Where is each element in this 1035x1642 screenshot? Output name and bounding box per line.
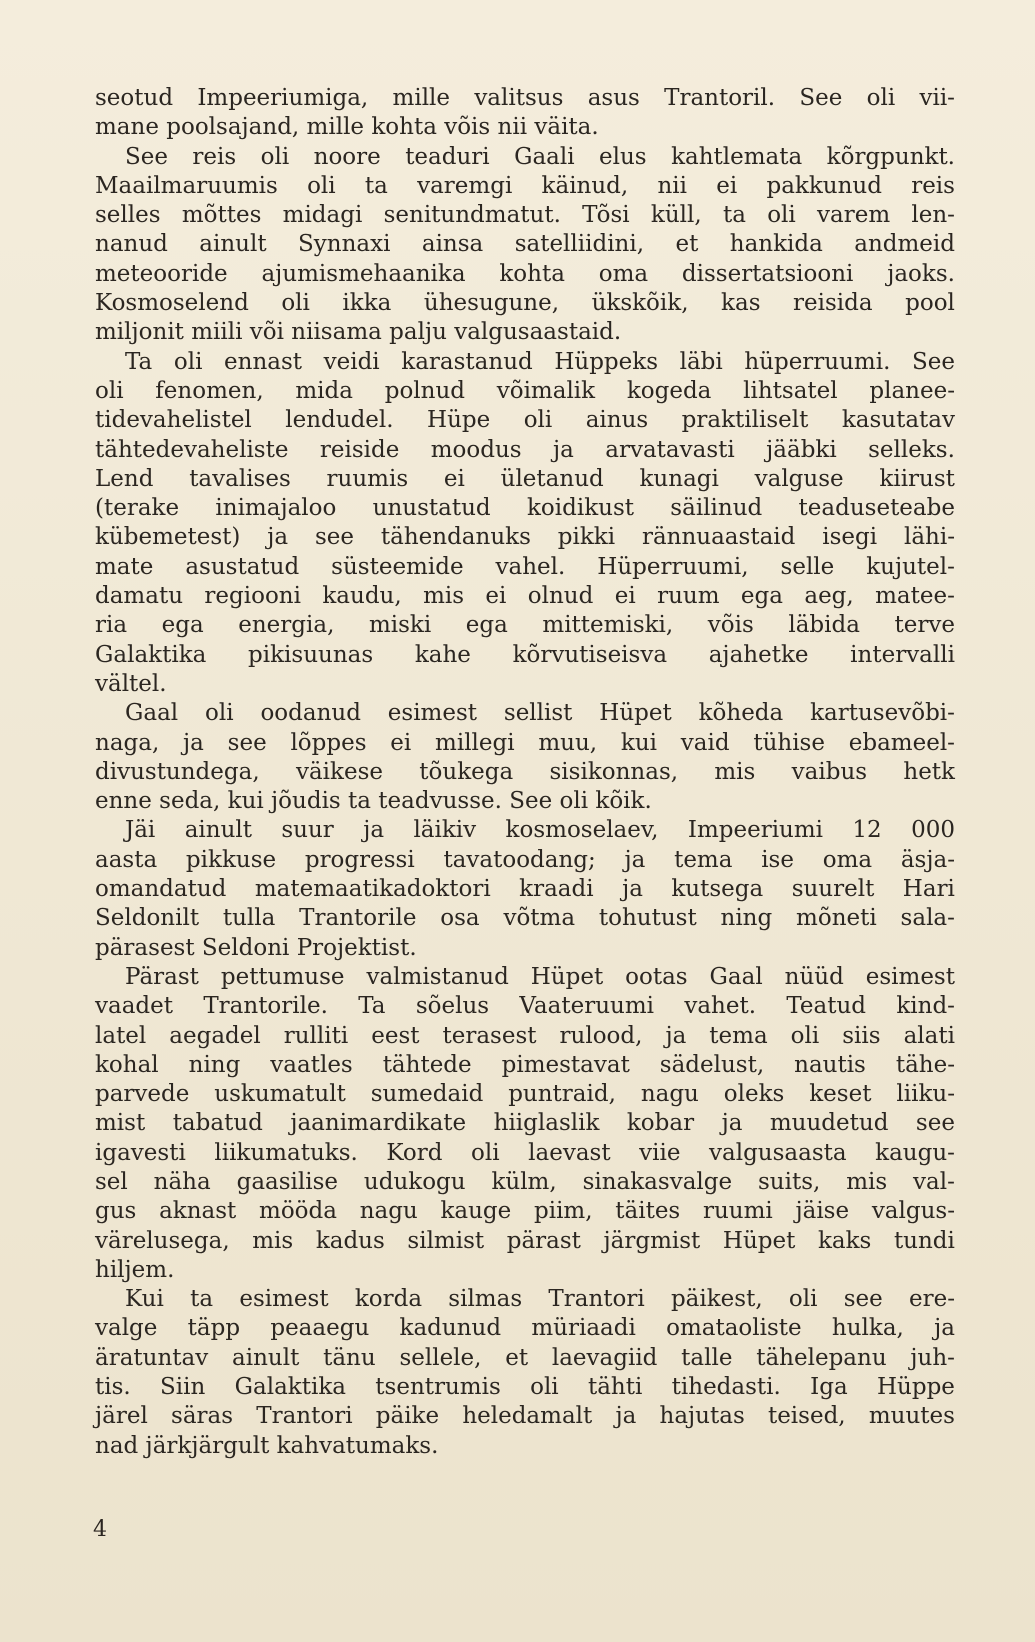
text-line: aasta pikkuse progressi tavatoodang; ja tema ise oma äsja- — [95, 846, 955, 873]
page-number: 4 — [93, 1517, 107, 1542]
text-line: igavesti liikumatuks. Kord oli laevast viie valgusaasta kaugu- — [95, 1139, 955, 1166]
paragraph — [95, 84, 955, 143]
text-line: Kui ta esimest korda silmas Trantori päikest, oli see ere- — [125, 1286, 955, 1313]
text-line: Kosmoselend oli ikka ühesugune, ükskõik, kas reisida pool — [95, 290, 955, 317]
text-line: Jäi ainult suur ja läikiv kosmoselaev, Impeeriumi 12 000 — [125, 817, 955, 844]
text-line: pärasest Seldoni Projektist. — [95, 934, 417, 961]
text-line: Ta oli ennast veidi karastanud Hüppeks läbi hüperruumi. See — [125, 348, 955, 375]
text-line: järel säras Trantori päike heledamalt ja hajutas teised, muutes — [95, 1403, 955, 1430]
text-line: vaadet Trantorile. Ta sõelus Vaateruumi vahet. Teatud kind- — [95, 993, 955, 1020]
text-line: oli fenomen, mida polnud võimalik kogeda lihtsatel planee- — [95, 377, 955, 404]
text-line: omandatud matemaatikadoktori kraadi ja kutsega suurelt Hari — [95, 876, 955, 903]
text-line: miljonit miili või niisama palju valgusaastaid. — [95, 319, 622, 346]
text-line: meteooride ajumismehaanika kohta oma dissertatsiooni jaoks. — [95, 260, 955, 287]
text-line: ria ega energia, miski ega mittemiski, võis läbida terve — [95, 612, 955, 639]
text-line: divustundega, väikese tõukega sisikonnas, mis vaibus hetk — [95, 758, 955, 785]
text-line: kohal ning vaatles tähtede pimestavat sädelust, nautis tähe- — [95, 1051, 955, 1078]
text-line: mist tabatud jaanimardikate hiiglaslik kobar ja muudetud see — [95, 1110, 955, 1137]
text-line: mane poolsajand, mille kohta võis nii väita. — [95, 114, 599, 141]
text-line: äratuntav ainult tänu sellele, et laevagiid talle tähelepanu juh- — [95, 1344, 955, 1371]
text-line: selles mõttes midagi senitundmatut. Tõsi küll, ta oli varem len- — [95, 202, 955, 229]
text-line: Lend tavalises ruumis ei ületanud kunagi valguse kiirust — [95, 465, 955, 492]
text-line: Maailmaruumis oli ta varemgi käinud, nii ei pakkunud reis — [95, 172, 955, 199]
paragraph — [95, 816, 955, 962]
text-line: enne seda, kui jõudis ta teadvusse. See oli kõik. — [95, 788, 652, 815]
paragraph — [95, 699, 955, 816]
text-line: naga, ja see lõppes ei millegi muu, kui vaid tühise ebameel- — [95, 729, 955, 756]
text-line: Seldonilt tulla Trantorile osa võtma tohutust ning mõneti sala- — [95, 905, 955, 932]
text-line: gus aknast mööda nagu kauge piim, täites ruumi jäise valgus- — [95, 1198, 955, 1225]
paragraph — [95, 1285, 955, 1461]
text-line: parvede uskumatult sumedaid puntraid, nagu oleks keset liiku- — [95, 1081, 955, 1108]
text-line: seotud Impeeriumiga, mille valitsus asus Trantoril. See oli vii- — [95, 85, 955, 111]
text-line: See reis oli noore teaduri Gaali elus kahtlemata kõrgpunkt. — [125, 143, 955, 170]
text-line: hiljem. — [95, 1256, 175, 1283]
text-line: Pärast pettumuse valmistanud Hüpet ootas Gaal nüüd esimest — [125, 963, 955, 990]
text-line: damatu regiooni kaudu, mis ei olnud ei ruum ega aeg, matee- — [95, 583, 955, 610]
text-line: värelusega, mis kadus silmist pärast järgmist Hüpet kaks tundi — [95, 1227, 955, 1254]
text-line: nanud ainult Synnaxi ainsa satelliidini, et hankida andmeid — [95, 231, 955, 258]
text-line: latel aegadel rulliti eest terasest rulood, ja tema oli siis alati — [95, 1022, 955, 1049]
paragraph — [95, 348, 955, 700]
text-line: (terake inimajaloo unustatud koidikust säilinud teaduseteabe — [95, 495, 955, 522]
text-line: vältel. — [95, 670, 167, 697]
paragraph — [95, 143, 955, 348]
text-line: tähtedevaheliste reiside moodus ja arvatavasti jääbki selleks. — [95, 436, 955, 463]
text-line: valge täpp peaaegu kadunud müriaadi omataoliste hulka, ja — [95, 1315, 955, 1342]
text-line: mate asustatud süsteemide vahel. Hüperruumi, selle kujutel- — [95, 553, 955, 580]
body-text — [95, 84, 955, 1461]
text-line: Gaal oli oodanud esimest sellist Hüpet kõheda kartusevõbi- — [125, 700, 955, 727]
paragraph — [95, 963, 955, 1285]
text-line: tis. Siin Galaktika tsentrumis oli tähti tihedasti. Iga Hüppe — [95, 1374, 955, 1401]
text-line: kübemetest) ja see tähendanuks pikki rännuaastaid isegi lähi- — [95, 524, 955, 551]
text-line: sel näha gaasilise udukogu külm, sinakasvalge suits, mis val- — [95, 1168, 955, 1195]
text-line: tidevahelistel lendudel. Hüpe oli ainus praktiliselt kasutatav — [95, 407, 955, 434]
text-line: nad järkjärgult kahvatumaks. — [95, 1432, 439, 1459]
text-line: Galaktika pikisuunas kahe kõrvutiseisva ajahetke intervalli — [95, 641, 955, 668]
